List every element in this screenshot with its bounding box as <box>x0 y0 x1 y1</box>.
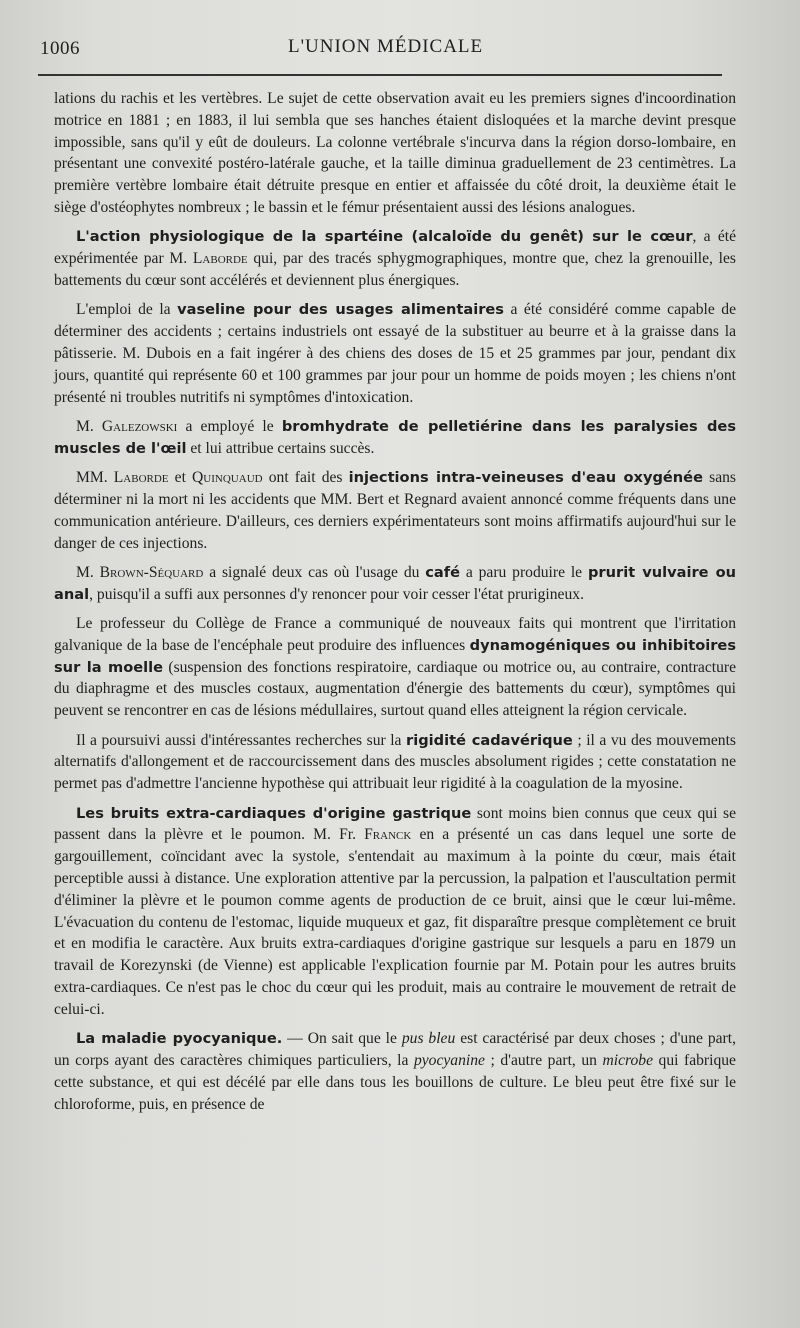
paragraph-7: Le professeur du Collège de France a communiqué de nouveaux faits qui montrent que l'irritation galvanique de la base de l'encéphale peut produire des influences dynamogéniques ou inhibitoires sur la moelle (suspension des fonctions respiratoire, cardiaque ou motrice ou, au contraire, contracture du diaphragme et des muscles costaux, augmentation d'énergie des battements du cœur), symptômes qui peuvent se rencontrer en cas de lésions médullaires, surtout quand elles atteignent la région cervicale. <box>54 615 737 720</box>
header-rule <box>38 74 722 76</box>
paragraph-8: Il a poursuivi aussi d'intéressantes recherches sur la rigidité cadavérique ; il a vu des mouvements alternatifs d'allongement et de raccourcissement dans des muscles absolument rigides ; cette constatation ne permet pas d'admettre l'ancienne hypothèse qui attribuait leur rigidité à la coagulation de la myosine. <box>54 731 736 793</box>
paragraph-6: M. Brown-Séquard a signalé deux cas où l'usage du café a paru produire le prurit vulvaire ou anal, puisqu'il a suffi aux personnes d'y renoncer pour voir cesser l'état prurigineux. <box>54 563 737 603</box>
paragraph-4: M. Galezowski a employé le bromhydrate de pelletiérine dans les paralysies des muscles de l'œil et lui attribue certains succès. <box>54 417 737 457</box>
paragraph-9: Les bruits extra-cardiaques d'origine gastrique sont moins bien connus que ceux qui se passent dans la plèvre et le poumon. M. Fr. Franck en a présenté un cas dans lequel une sorte de gargouillement, coïncidant avec la systole, s'entendait au maximum à la pointe du cœur, mais était perceptible aussi à distance. Une exploration attentive par la percussion, la palpation et l'auscultation permit d'éliminer la plèvre et le poumon comme agents de production de ce bruit, ainsi que le cœur lui-même. L'évacuation du contenu de l'estomac, liquide muqueux et gaz, fit disparaître presque complètement ce bruit et en modifia le caractère. Aux bruits extra-cardiaques d'origine gastrique sur lesquels a paru en 1879 un travail de Korezynski (de Vienne) est applicable l'explication fournie par M. Potain pour les autres bruits extra-cardiaques. Ce n'est pas le choc du cœur qui les produit, mais au contraire le mouvement de retrait de celui-ci. <box>54 804 736 1018</box>
paragraph-1: lations du rachis et les vertèbres. Le sujet de cette observation avait eu les premiers signes d'incoordination motrice en 1881 ; en 1883, il lui sembla que ses hanches étaient disloquées et la marche devint presque impossible, sans qu'il y eût de douleurs. La colonne vertébrale s'incurva dans la région dorso-lombaire, en présentant une convexité postéro-latérale gauche, et la taille diminua graduellement de 23 centimètres. La première vertèbre lombaire était détruite presque en entier et affaissée du côté droit, la deuxième était le siège d'ostéophytes nombreux ; le bassin et le fémur présentaient aussi des lésions analogues. <box>54 90 736 216</box>
paragraph-10: La maladie pyocyanique. — On sait que le pus bleu est caractérisé par deux choses ; d'une part, un corps ayant des caractères chimiques particuliers, la pyocyanine ; d'autre part, un microbe qui fabrique cette substance, et qui est décélé par elle dans tous les bouillons de culture. Le bleu peut être fixé sur le chloroforme, puis, en présence de <box>54 1030 736 1113</box>
paragraph-3: L'emploi de la vaseline pour des usages alimentaires a été considéré comme capable de déterminer des accidents ; certains industriels ont essayé de la substituer au beurre et à la graisse dans la pâtisserie. M. Dubois en a fait ingérer à des chiens des doses de 15 et 25 grammes par jour, pendant dix jours, quantité qui représente 60 et 100 grammes par jour pour un homme de poids moyen ; les chiens n'ont présenté ni troubles nutritifs ni symptômes d'intoxication. <box>54 301 736 406</box>
running-title: L'UNION MÉDICALE <box>288 36 484 57</box>
paragraph-5: MM. Laborde et Quinquaud ont fait des injections intra-veineuses d'eau oxygénée sans déterminer ni la mort ni les accidents que MM. Bert et Regnard avaient annoncé comme fréquents dans une communication antérieure. D'ailleurs, ces derniers expérimentateurs sont moins affirmatifs aujourd'hui sur le danger de ces injections. <box>54 469 736 552</box>
paragraph-2: L'action physiologique de la spartéine (alcaloïde du genêt) sur le cœur, a été expérimentée par M. Laborde qui, par des tracés sphygmographiques, montre que, chez la grenouille, les battements du cœur sont accélérés et deviennent plus énergiques. <box>54 228 736 289</box>
page-header <box>38 34 722 74</box>
page-number: 1006 <box>40 38 80 59</box>
body-text <box>54 88 736 1123</box>
